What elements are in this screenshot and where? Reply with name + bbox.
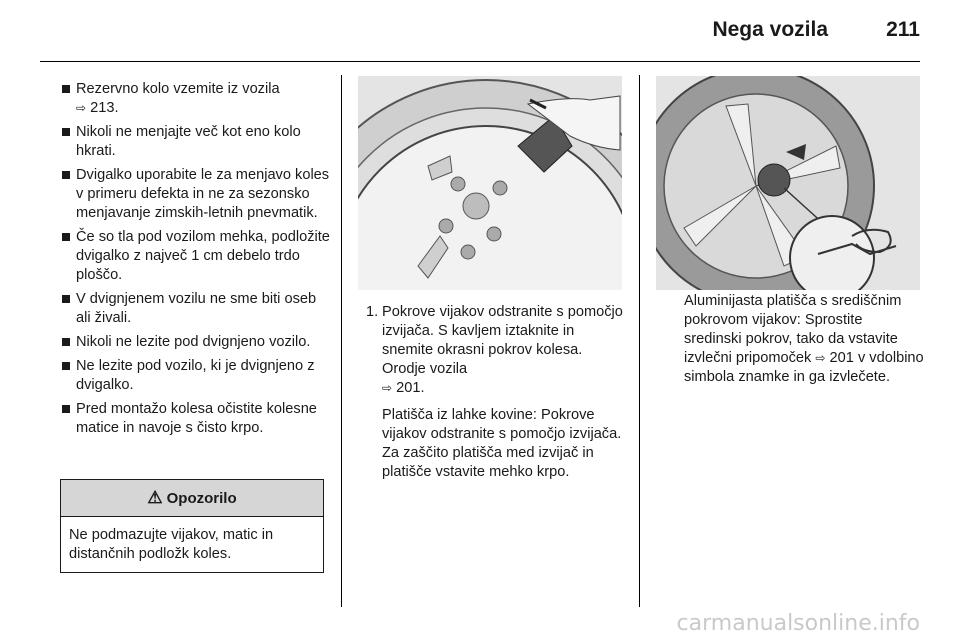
list-item: Nikoli ne menjajte več kot eno kolo hkrati. bbox=[62, 123, 330, 161]
list-item: Pred montažo kolesa očistite kolesne matice in navoje s čisto krpo. bbox=[62, 400, 330, 438]
right-column-text: Aluminijasta platišča s središčnim pokrovom vijakov: Sprostite sredinski pokrov, tako da vstavite izvlečni pripomoček ⇨ 201 v vdolbino simbola znamke in ga izvlečete. bbox=[684, 293, 924, 385]
list-item: Rezervno kolo vzemite iz vozila ⇨ 213. bbox=[62, 80, 330, 118]
hubcap-removal-illustration bbox=[358, 76, 622, 290]
alloy-rim-note: Platišča iz lahke kovine: Pokrove vijakov odstranite s pomočjo izvijača. Za zaščito platišča med izvijač in platišče vstavite mehko krpo. bbox=[382, 407, 622, 480]
reference-arrow-icon: ⇨ bbox=[815, 351, 826, 365]
bullet-icon bbox=[62, 233, 70, 241]
page-number: 211 bbox=[886, 18, 920, 41]
warning-header bbox=[61, 480, 323, 517]
warning-triangle-icon: ⚠ bbox=[147, 488, 163, 507]
hubcap-removal-drawing bbox=[358, 76, 622, 290]
reference-arrow-icon: ⇨ bbox=[382, 381, 393, 395]
left-column bbox=[62, 80, 330, 443]
watermark: carmanualsonline.info bbox=[676, 611, 920, 636]
column-divider-2 bbox=[639, 75, 640, 607]
warning-box bbox=[60, 479, 324, 573]
step-number: 1. bbox=[366, 304, 379, 320]
center-cap-illustration bbox=[656, 76, 920, 290]
section-title: Nega vozila bbox=[712, 18, 828, 41]
list-item: V dvignjenem vozilu ne sme biti oseb ali živali. bbox=[62, 290, 330, 328]
bullet-icon bbox=[62, 362, 70, 370]
list-item: Nikoli ne lezite pod dvignjeno vozilo. bbox=[62, 333, 330, 352]
list-item: Če so tla pod vozilom mehka, podložite dvigalko z največ 1 cm debelo trdo ploščo. bbox=[62, 228, 330, 285]
bullet-list bbox=[62, 80, 330, 438]
page-reference: ⇨ 201. bbox=[382, 380, 425, 396]
page-reference: ⇨ 213. bbox=[76, 100, 119, 116]
numbered-step bbox=[366, 303, 628, 398]
bullet-icon bbox=[62, 128, 70, 136]
page-reference: ⇨ 201 bbox=[815, 350, 854, 366]
column-divider-1 bbox=[341, 75, 342, 607]
bullet-icon bbox=[62, 405, 70, 413]
bullet-icon bbox=[62, 295, 70, 303]
warning-text: Ne podmazujte vijakov, matic in distančnih podložk koles. bbox=[69, 527, 274, 562]
middle-column-text bbox=[366, 303, 628, 482]
list-item: Ne lezite pod vozilo, ki je dvignjeno z dvigalko. bbox=[62, 357, 330, 395]
step-text: Pokrove vijakov odstranite s pomočjo izvijača. S kavljem iztaknite in snemite okrasni pokrov kolesa. Orodje vozila bbox=[382, 304, 623, 377]
reference-arrow-icon: ⇨ bbox=[76, 101, 87, 115]
bullet-icon bbox=[62, 171, 70, 179]
warning-title: Opozorilo bbox=[166, 489, 237, 507]
bullet-icon bbox=[62, 85, 70, 93]
header-divider bbox=[40, 61, 920, 62]
list-item: Dvigalko uporabite le za menjavo koles v primeru defekta in ne za sezonsko menjavanje zimskih-letnih pnevmatik. bbox=[62, 166, 330, 223]
center-cap-drawing bbox=[656, 76, 920, 290]
bullet-icon bbox=[62, 338, 70, 346]
